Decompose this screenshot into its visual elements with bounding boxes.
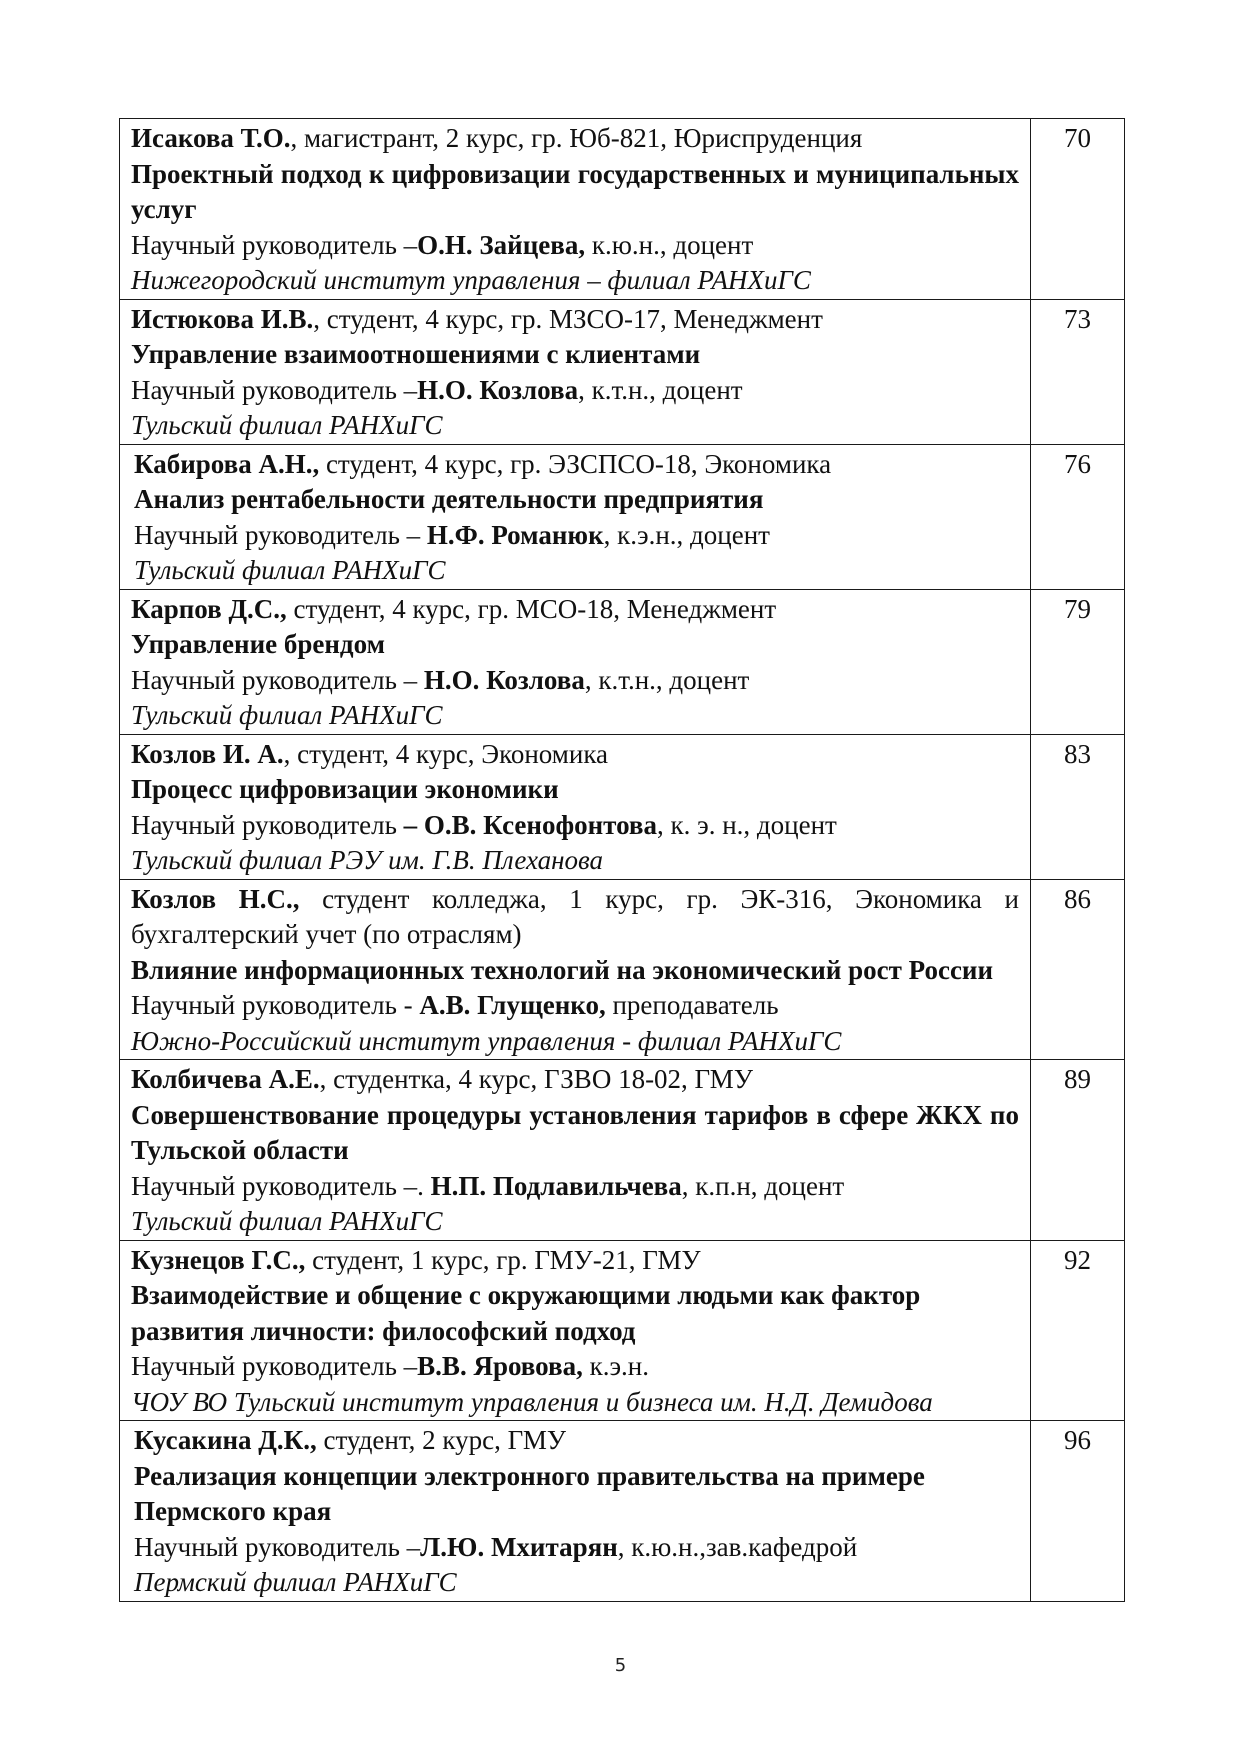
advisor-degree: , к.т.н., доцент [578, 374, 743, 405]
author-line [134, 447, 1019, 483]
author-line [131, 1243, 1019, 1279]
author-name: Козлов И. А. [131, 738, 284, 769]
contents-row [120, 119, 1125, 300]
author-line [131, 592, 1019, 628]
advisor-degree: , к. э. н., доцент [657, 809, 837, 840]
advisor-degree: к.ю.н., доцент [585, 229, 754, 260]
organization: Южно-Российский институт управления - филиал РАНХиГС [131, 1025, 842, 1056]
author-info: , студент, 4 курс, гр. МЗСО-17, Менеджмент [313, 303, 823, 334]
entry-cell [120, 879, 1031, 1060]
advisor-prefix: Научный руководитель –. [131, 1170, 431, 1201]
contents-row [120, 1421, 1125, 1602]
advisor-degree: к.э.н. [582, 1351, 649, 1381]
author-name: Кусакина Д.К., [134, 1425, 317, 1455]
organization: Нижегородский институт управления – филиал РАНХиГС [131, 265, 811, 295]
author-info: студент колледжа, 1 курс, гр. ЭК-316, Экономика и бухгалтерский учет (по отраслям) [131, 883, 1019, 949]
author-info: , студентка, 4 курс, ГЗВО 18-02, ГМУ [319, 1064, 753, 1094]
advisor-line [131, 808, 1019, 844]
advisor-line [131, 663, 1019, 699]
advisor-name: – О.В. Ксенофонтова [396, 809, 657, 840]
paper-title: Взаимодействие и общение с окружающими людьми как фактор развития личности: философский подход [131, 1280, 921, 1346]
author-name: Исакова Т.О. [131, 123, 291, 153]
advisor-line [131, 373, 1019, 409]
paper-title: Влияние информационных технологий на экономический рост России [131, 954, 994, 985]
author-info: студент, 4 курс, гр. МСО-18, Менеджмент [286, 593, 777, 624]
advisor-prefix: Научный руководитель - [131, 990, 420, 1020]
advisor-degree: , к.э.н., доцент [603, 519, 770, 550]
contents-row [120, 1240, 1125, 1421]
page-ref: 89 [1031, 1060, 1125, 1241]
advisor-degree: , к.т.н., доцент [584, 664, 750, 695]
organization: Тульский филиал РАНХиГС [131, 410, 443, 440]
advisor-prefix: Научный руководитель [131, 809, 397, 840]
paper-title: Управление взаимоотношениями с клиентами [131, 339, 701, 369]
page-ref: 70 [1031, 119, 1125, 300]
contents-row [120, 444, 1125, 589]
organization: Тульский филиал РАНХиГС [131, 1206, 443, 1236]
entry-cell [120, 1240, 1031, 1421]
paper-title: Управление брендом [131, 629, 385, 659]
entry-cell [120, 299, 1031, 444]
author-name: Козлов Н.С., [131, 883, 300, 914]
author-name: Колбичева А.Е. [131, 1064, 320, 1094]
advisor-line [134, 518, 1019, 554]
page-ref: 73 [1031, 299, 1125, 444]
contents-row [120, 879, 1125, 1060]
organization: Тульский филиал РЭУ им. Г.В. Плеханова [131, 845, 604, 875]
organization: ЧОУ ВО Тульский институт управления и бизнеса им. Н.Д. Демидова [131, 1386, 933, 1417]
author-line [131, 882, 1019, 953]
advisor-name: Н.О. Козлова [417, 374, 579, 405]
advisor-line [131, 1349, 1019, 1385]
advisor-name: Л.Ю. Мхитарян [420, 1531, 618, 1562]
page-ref: 92 [1031, 1240, 1125, 1421]
author-name: Кабирова А.Н., [134, 448, 320, 479]
advisor-name: В.В. Яровова, [417, 1351, 583, 1381]
entry-cell [120, 734, 1031, 879]
advisor-prefix: Научный руководитель – [131, 1351, 418, 1381]
organization: Пермский филиал РАНХиГС [134, 1567, 457, 1597]
author-line [134, 1423, 1019, 1459]
contents-row [120, 589, 1125, 734]
contents-row [120, 1060, 1125, 1241]
paper-title: Проектный подход к цифровизации государственных и муниципальных услуг [131, 158, 1019, 224]
author-line [131, 1062, 1019, 1098]
page-ref: 79 [1031, 589, 1125, 734]
author-name: Кузнецов Г.С., [131, 1244, 306, 1275]
author-info: студент, 2 курс, ГМУ [316, 1425, 566, 1455]
advisor-prefix: Научный руководитель – [131, 664, 424, 695]
advisor-line [131, 228, 1019, 264]
contents-table [119, 118, 1125, 1602]
paper-title: Процесс цифровизации экономики [131, 774, 559, 804]
entry-cell [120, 1060, 1031, 1241]
contents-table-body [120, 119, 1125, 1602]
author-info: студент, 1 курс, гр. ГМУ-21, ГМУ [305, 1244, 701, 1275]
contents-row [120, 734, 1125, 879]
advisor-name: Н.П. Подлавильчева [430, 1170, 682, 1201]
entry-cell [120, 119, 1031, 300]
advisor-name: Н.О. Козлова [423, 664, 585, 695]
page-ref: 86 [1031, 879, 1125, 1060]
paper-title: Совершенствование процедуры установления тарифов в сфере ЖКХ по Тульской области [131, 1099, 1019, 1165]
advisor-line [134, 1530, 1019, 1566]
author-line [131, 302, 1019, 338]
author-info: , студент, 4 курс, Экономика [283, 738, 609, 769]
advisor-degree: преподаватель [605, 990, 779, 1020]
advisor-name: А.В. Глущенко, [419, 990, 606, 1020]
paper-title: Реализация концепции электронного правительства на примере Пермского края [134, 1460, 925, 1526]
advisor-degree: , к.п.н, доцент [681, 1170, 845, 1201]
page-ref: 83 [1031, 734, 1125, 879]
author-name: Истюкова И.В. [131, 303, 314, 334]
author-line [131, 737, 1019, 773]
advisor-name: О.Н. Зайцева, [417, 229, 586, 260]
author-line [131, 121, 1019, 157]
entry-cell [120, 1421, 1031, 1602]
advisor-prefix: Научный руководитель – [134, 519, 427, 550]
organization: Тульский филиал РАНХиГС [131, 700, 443, 730]
entry-cell [120, 444, 1031, 589]
advisor-prefix: Научный руководитель – [134, 1531, 421, 1562]
advisor-line [131, 988, 1019, 1024]
advisor-degree: , к.ю.н.,зав.кафедрой [617, 1531, 858, 1562]
contents-row [120, 299, 1125, 444]
page-number: 5 [614, 1655, 627, 1676]
author-info: , магистрант, 2 курс, гр. Юб-821, Юриспруденция [290, 123, 863, 153]
page-ref: 76 [1031, 444, 1125, 589]
entry-cell [120, 589, 1031, 734]
page-ref: 96 [1031, 1421, 1125, 1602]
author-name: Карпов Д.С., [131, 593, 287, 624]
paper-title: Анализ рентабельности деятельности предприятия [134, 484, 764, 514]
advisor-line [131, 1169, 1019, 1205]
advisor-prefix: Научный руководитель – [131, 229, 418, 260]
advisor-name: Н.Ф. Романюк [426, 519, 604, 550]
author-info: студент, 4 курс, гр. ЭЗСПСО-18, Экономика [319, 448, 832, 479]
advisor-prefix: Научный руководитель – [131, 374, 418, 405]
organization: Тульский филиал РАНХиГС [134, 555, 446, 585]
